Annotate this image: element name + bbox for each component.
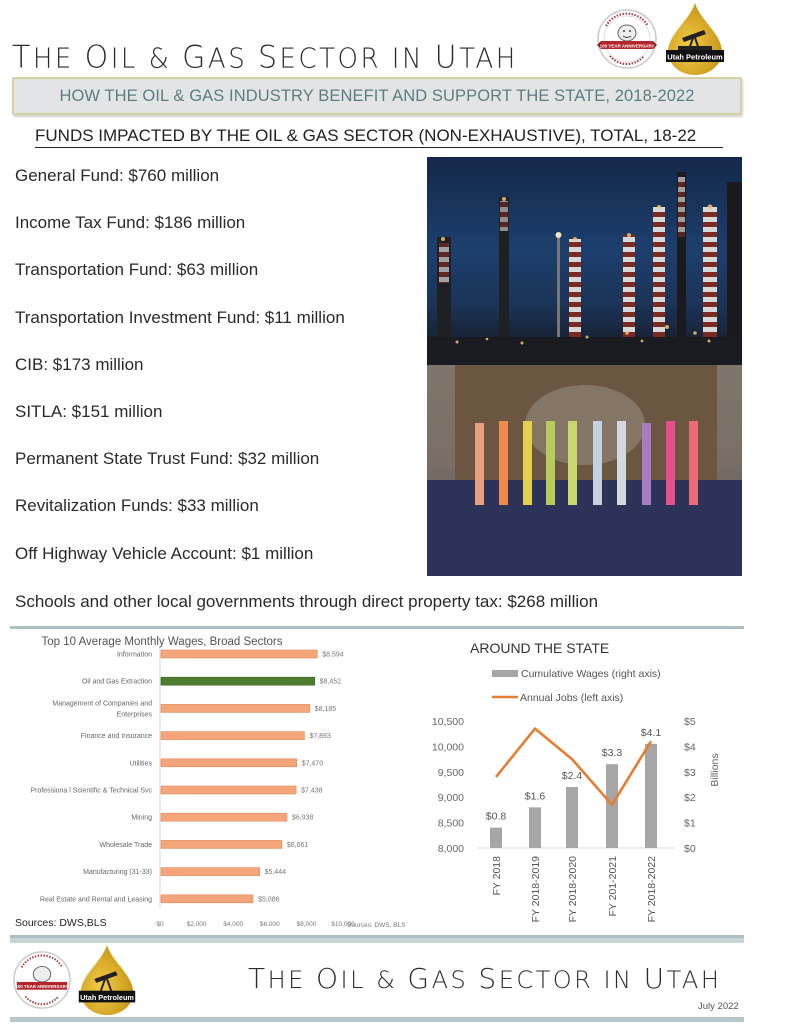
right-axis-tick-label: $3 xyxy=(684,766,696,779)
fund-item-cib: CIB: $173 million xyxy=(15,354,144,374)
cumulative-wages-bar xyxy=(529,807,541,848)
fund-item-income-tax-fund: Income Tax Fund: $186 million xyxy=(15,213,246,233)
left-axis-tick-label: 10,500 xyxy=(431,716,464,728)
wage-value-label: $5,444 xyxy=(264,869,287,877)
wage-x-tick-label: $8,000 xyxy=(296,921,317,928)
wage-bar xyxy=(161,868,260,876)
title-part: S xyxy=(257,39,280,76)
cumulative-wages-bar xyxy=(490,828,502,848)
title-part: IL & xyxy=(110,43,183,75)
funds-section-title: FUNDS IMPACTED BY THE OIL & GAS SECTOR (NON-EXHAUSTIVE), TOTAL, 18-22 xyxy=(35,126,723,148)
wage-bar xyxy=(161,650,317,658)
wages-chart-title: Top 10 Average Monthly Wages, Broad Sectors xyxy=(41,636,283,648)
footer-taxpayers-seal-logo-icon xyxy=(12,950,72,1010)
fund-item-permanent-state-trust-fund: Permanent State Trust Fund: $32 million xyxy=(15,449,320,469)
footer-title xyxy=(248,962,721,995)
title-part: TAH xyxy=(459,43,518,75)
wage-value-label: $7,893 xyxy=(309,733,331,741)
wage-category-label: Real Estate and Rental and Leasing xyxy=(39,896,152,904)
wage-category-label: Oil and Gas Extraction xyxy=(81,678,152,686)
footer-date: July 2022 xyxy=(698,1001,739,1012)
wage-bar xyxy=(161,732,304,740)
cumulative-wages-label: $0.8 xyxy=(485,810,507,823)
wages-chart-source-right: Sources: DWS, BLS xyxy=(347,922,406,929)
subtitle-banner xyxy=(12,77,742,115)
legend-annual-jobs-label: Annual Jobs (left axis) xyxy=(520,692,624,704)
left-axis-tick-label: 10,000 xyxy=(431,741,464,754)
left-axis-tick-label: 8,000 xyxy=(437,843,464,855)
right-axis-tick-label: $4 xyxy=(684,741,696,754)
cumulative-wages-bar xyxy=(645,744,657,848)
legend-cumulative-wages-swatch xyxy=(492,670,518,677)
footer-title-part: S xyxy=(478,962,499,995)
header-logos xyxy=(596,2,756,76)
around-state-chart-title: AROUND THE STATE xyxy=(470,640,610,656)
fund-item-transportation-investment-fund: Transportation Investment Fund: $11 million xyxy=(15,307,345,327)
wages-bar-chart xyxy=(0,630,420,930)
wage-x-tick-label: $4,000 xyxy=(223,921,244,928)
right-axis-tick-label: $1 xyxy=(684,817,696,830)
footer-title-part: IL & xyxy=(340,966,408,994)
fund-item-revitalization-funds: Revitalization Funds: $33 million xyxy=(15,496,259,516)
wage-category-label: Utilities xyxy=(129,760,152,768)
right-axis-tick-label: $5 xyxy=(684,716,696,728)
funds-list xyxy=(15,166,345,591)
right-axis-label: Billions xyxy=(709,753,721,787)
around-state-category-label: FY 2018 xyxy=(491,856,503,896)
cumulative-wages-label: $3.3 xyxy=(601,747,623,760)
crayons-illustration xyxy=(427,365,742,576)
footer-title-part: TAH xyxy=(666,966,722,994)
around-state-category-label: FY 2018-2020 xyxy=(567,856,579,923)
wage-category-label: Finance and Insurance xyxy=(80,733,152,741)
wage-value-label: $8,452 xyxy=(319,678,342,686)
footer-title-part: AS xyxy=(431,966,479,994)
wage-value-label: $7,438 xyxy=(301,787,323,795)
cumulative-wages-label: $1.6 xyxy=(524,790,546,803)
wage-value-label: $7,470 xyxy=(301,760,324,768)
footer-title-part: U xyxy=(643,962,667,995)
around-state-category-label: FY 2018-2019 xyxy=(530,856,542,923)
wage-value-label: $5,086 xyxy=(258,896,280,904)
footer-title-part: G xyxy=(407,962,432,995)
wage-bar xyxy=(161,813,287,821)
wage-category-label: Manufacturing (31-33) xyxy=(83,869,152,877)
footer-seal-ribbon-text: 100 YEAR ANNIVERSARY xyxy=(15,984,69,990)
wage-bar xyxy=(161,840,282,848)
taxpayers-seal-logo-icon xyxy=(596,8,658,70)
footer-title-part: T xyxy=(248,962,268,995)
utah-petroleum-logo-icon xyxy=(664,2,726,76)
footer-logos xyxy=(10,944,170,1016)
wage-value-label: $6,661 xyxy=(286,841,309,849)
title-part: G xyxy=(182,39,208,76)
page-title xyxy=(12,39,518,76)
footer-title-part: HE xyxy=(267,966,316,994)
subtitle-text: HOW THE OIL & GAS INDUSTRY BENEFIT AND SUPPORT THE STATE, 2018-2022 xyxy=(59,86,695,105)
footer-utah-petroleum-logo-text: Utah Petroleum xyxy=(80,992,134,1002)
section-divider xyxy=(10,626,744,629)
cumulative-wages-label: $4.1 xyxy=(640,726,662,739)
wage-value-label: $8,185 xyxy=(314,705,337,713)
wage-category-label: Enterprises xyxy=(116,711,152,719)
title-part: T xyxy=(12,39,33,76)
wage-category-label: Wholesale Trade xyxy=(99,841,152,849)
wage-bar xyxy=(161,759,297,767)
utah-petroleum-logo-text: Utah Petroleum xyxy=(667,52,723,62)
title-part: U xyxy=(434,39,460,76)
cumulative-wages-bar xyxy=(566,787,578,848)
left-axis-tick-label: 8,500 xyxy=(437,817,464,830)
title-part: O xyxy=(84,39,111,76)
fund-item-schools-property-tax: Schools and other local governments through direct property tax: $268 million xyxy=(15,592,599,611)
fund-item-sitla: SITLA: $151 million xyxy=(15,401,163,421)
left-axis-tick-label: 9,500 xyxy=(437,766,464,779)
title-part: ECTOR IN xyxy=(279,43,435,75)
fund-item-off-highway-vehicle-account: Off Highway Vehicle Account: $1 million xyxy=(15,543,314,563)
legend-cumulative-wages-label: Cumulative Wages (right axis) xyxy=(521,668,661,680)
footer-title-part: O xyxy=(315,962,341,995)
wage-bar xyxy=(161,786,296,794)
wage-x-tick-label: $10,000 xyxy=(331,921,355,928)
wage-bar xyxy=(161,704,310,712)
footer-utah-petroleum-logo-icon xyxy=(76,944,138,1016)
cumulative-wages-label: $2.4 xyxy=(561,770,583,783)
around-state-category-label: FY 201-2021 xyxy=(607,856,619,917)
refinery-at-night-photo xyxy=(427,157,742,365)
around-the-state-chart xyxy=(420,630,786,930)
around-state-category-label: FY 2018-2022 xyxy=(646,856,658,923)
footer-title-part: ECTOR IN xyxy=(498,966,644,994)
refinery-illustration xyxy=(427,157,742,365)
seal-ribbon-text: 100 YEAR ANNIVERSARY xyxy=(599,43,655,49)
wages-chart-source-left: Sources: DWS,BLS xyxy=(15,917,107,929)
wage-category-label: Mining xyxy=(131,814,152,822)
fund-item-transportation-fund: Transportation Fund: $63 million xyxy=(15,260,259,280)
wage-bar xyxy=(161,677,315,685)
fund-item-general-fund: General Fund: $760 million xyxy=(15,166,220,185)
title-part: HE xyxy=(32,43,85,75)
wage-value-label: $6,938 xyxy=(291,814,314,822)
title-part: AS xyxy=(207,43,258,75)
wage-x-tick-label: $2,000 xyxy=(186,921,207,928)
wage-bar xyxy=(161,895,253,903)
wage-category-label: Management of Companies and xyxy=(52,700,152,708)
wage-x-tick-label: $0 xyxy=(156,921,164,928)
left-axis-tick-label: 9,000 xyxy=(437,792,464,805)
wage-value-label: $8,594 xyxy=(322,651,344,659)
wage-category-label: Information xyxy=(116,651,152,659)
footer-divider-top-band xyxy=(10,938,744,943)
footer-divider-bottom xyxy=(10,1017,744,1022)
right-axis-tick-label: $0 xyxy=(684,843,696,855)
right-axis-tick-label: $2 xyxy=(684,792,696,805)
crayons-photo xyxy=(427,365,742,576)
wage-category-label: Professiona l Scientific & Technical Svc xyxy=(30,787,152,795)
wage-x-tick-label: $6,000 xyxy=(259,921,280,928)
